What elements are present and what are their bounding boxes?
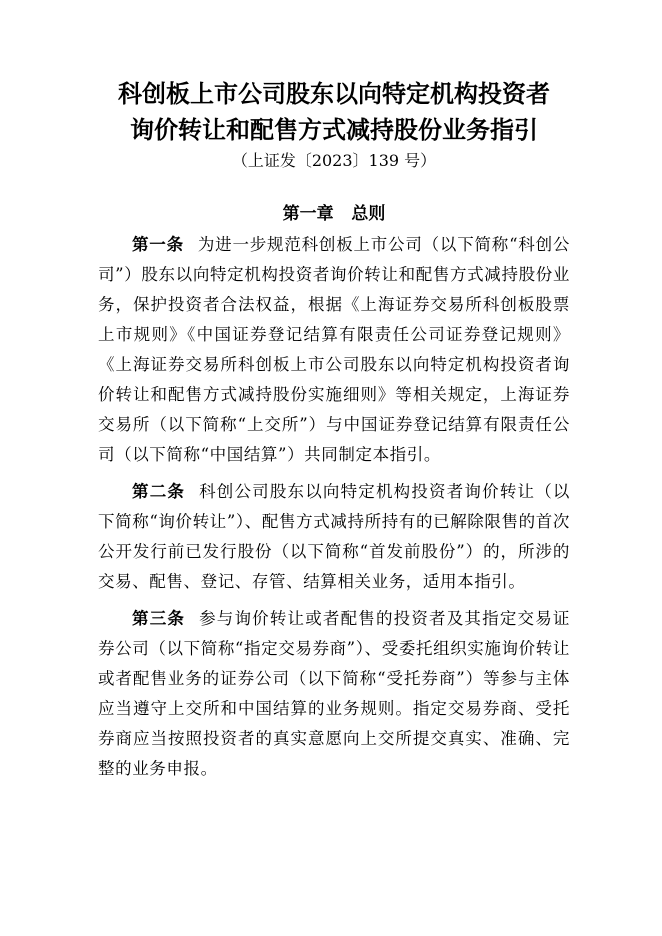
article-3-number: 第三条 — [132, 609, 186, 628]
article-1-text: 为进一步规范科创板上市公司（以下简称“科创公司”）股东以向特定机构投资者询价转让和配售方式减持股份业务，保护投资者合法权益，根据《上海证券交易所科创板股票上市规则》《中国证券登记结算有限责任公司证券登记规则》《上海证券交易所科创板上市公司股东以向特定机构投资者询价转让和配售方式减持股份实施细则》等相关规定，上海证券交易所（以下简称“上交所”）与中国证券登记结算有限责任公司（以下简称“中国结算”）共同制定本指引。 — [98, 235, 570, 464]
document-title-line-1: 科创板上市公司股东以向特定机构投资者 — [118, 80, 550, 108]
article-2 — [98, 477, 570, 597]
article-3-text: 参与询价转让或者配售的投资者及其指定交易证券公司（以下简称“指定交易券商”）、受委托组织实施询价转让或者配售业务的证券公司（以下简称“受托券商”）等参与主体应当遵守上交所和中国结算的业务规则。指定交易券商、受托券商应当按照投资者的真实意愿向上交所提交真实、准确、完整的业务申报。 — [98, 609, 570, 778]
document-title-line-2: 询价转让和配售方式减持股份业务指引 — [130, 116, 538, 144]
article-2-text: 科创公司股东以向特定机构投资者询价转让（以下简称“询价转让”）、配售方式减持所持有的已解除限售的首次公开发行前已发行股份（以下简称“首发前股份”）的，所涉的交易、配售、登记、存管、结算相关业务，适用本指引。 — [98, 482, 570, 591]
article-1 — [98, 230, 570, 470]
document-number: （上证发〔2023〕139 号） — [231, 151, 437, 170]
article-1-number: 第一条 — [132, 235, 184, 254]
article-3 — [98, 604, 570, 784]
chapter-heading: 第一章 总则 — [282, 204, 386, 224]
article-2-number: 第二条 — [132, 482, 186, 501]
